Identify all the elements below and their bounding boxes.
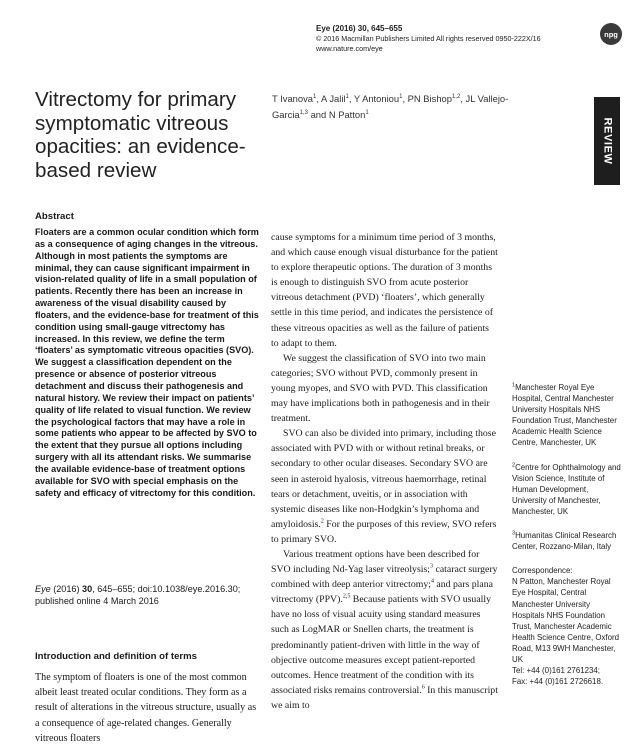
citation-volume: 30 <box>82 584 93 594</box>
body-paragraph: We suggest the classification of SVO into two main categories; SVO without PVD, commonly present in young myopes, and SVO with PVD. This classification may have implications both in pathogenesis and in their treatment. <box>271 352 490 425</box>
review-tab-label: REVIEW <box>601 117 613 165</box>
citation-doi: , 645–655; doi:10.1038/eye.2016.30; published online 4 March 2016 <box>35 584 241 606</box>
review-section-tab <box>594 97 620 185</box>
introduction-body: The symptom of floaters is one of the most common albeit least treated ocular conditions. They form as a result of alterations in the vitreous structure, usually as a consequence of age-related changes. Generally vitreous floaters <box>35 672 257 744</box>
correspondence-address: N Patton, Manchester Royal Eye Hospital, Central Manchester University Hospitals NHS Foundation Trust, Manchester Academic Health Science Centre, Oxford Road, M13 9WH Manchester, UK <box>512 577 620 664</box>
affiliation-item: $^1$Manchester Royal Eye Hospital, Central Manchester University Hospitals NHS Foundation Trust, Manchester Academic Health Science Centre, Manchester, UK <box>512 382 617 448</box>
journal-header <box>316 24 566 54</box>
body-paragraph: Various treatment options have been described for SVO including Nd-Yag laser vitreolysis;$^3$ cataract surgery combined with deep anterior vitrectomy;$^4$ and pars plana vitrectomy (PPV).$^{2,5}$ Because patients with SVO usually have no loss of visual acuity using standard measures such as LogMAR or Snellen charts, the treatment is predominantly patient-driven with little in the way of objective outcome measures except patient-reported outcomes. Hence treatment of the condition with its associated risks remains controversial.$^6$ In this manuscript we aim to <box>271 548 498 711</box>
affiliation-list <box>512 382 624 552</box>
abstract-body: Floaters are a common ocular condition which form as a consequence of aging changes in the vitreous. Although in most patients the symptoms are minimal, they can cause significant impairment in vision-related quality of life in a small population of patients. Recently there has been an increase in awareness of the visual disability caused by floaters, and the evidence-base for treatment of this condition using small-gauge vitrectomy has increased. In this review, we define the term ‘floaters’ as symptomatic vitreous opacities (SVO). We suggest a classification dependent on the presence or absence of posterior vitreous detachment and discuss their pathogenesis and natural history. We review their impact on patients’ quality of life related to visual function. We review the psychological factors that may have a role in some patients who appear to be affected by SVO to the extent that they pursue all options including surgery with all its attendant risks. We summarise the available evidence-base of treatment options available for SVO with special emphasis on the safety and efficacy of vitrectomy for this condition. <box>35 227 259 498</box>
body-column-2 <box>271 230 498 713</box>
article-title: Vitrectomy for primary symptomatic vitreous opacities: an evidence-based review <box>35 88 246 182</box>
body-paragraph: SVO can also be divided into primary, including those associated with PVD with or without retinal breaks, or secondary to other ocular diseases. Secondary SVO are seen in asteroid hyalosis, vitreous haemorrhage, retinal tears or detachment, uveitis, or in association with systemic diseases like non-Hodgkin’s lymphoma and amyloidosis.$^2$ For the purposes of this review, SVO refers to primary SVO. <box>271 428 497 545</box>
author-list: T Ivanova$^1$, A Jalil$^1$, Y Antoniou$^1$, PN Bishop$^{1,2}$, JL Vallejo-Garcia$^{1,3}$ and N Patton$^1$ <box>272 93 509 121</box>
correspondence-label: Correspondence: <box>512 566 573 576</box>
copyright-line: © 2016 Macmillan Publishers Limited All rights reserved 0950-222X/16 <box>316 34 541 43</box>
affiliations-sidebar <box>512 382 624 687</box>
citation-year: (2016) <box>50 584 83 594</box>
npg-logo: npg <box>600 23 622 45</box>
affiliation-item: $^3$Humanitas Clinical Research Center, Rozzano-Milan, Italy <box>512 530 617 552</box>
correspondence-fax: Fax: +44 (0)161 2726618. <box>512 677 604 687</box>
journal-citation-line: Eye (2016) 30, 645–655 <box>316 24 403 33</box>
correspondence-tel: Tel: +44 (0)161 2761234; <box>512 666 600 676</box>
abstract-heading: Abstract <box>35 211 74 222</box>
citation-journal: Eye <box>35 584 51 594</box>
affiliation-item: $^2$Centre for Ophthalmology and Vision Science, Institute of Human Development, University of Manchester, Manchester, UK <box>512 461 621 516</box>
body-paragraph: cause symptoms for a minimum time period of 3 months, and which cause enough visual disturbance for the patient to explore therapeutic options. The duration of 3 months is enough to distinguish SVO from acute posterior vitreous detachment (PVD) ‘floaters’, which generally settle in this time period, and indicates the persistence of these vitreous opacities as well as the failure of patients to adapt to them. <box>271 232 498 349</box>
citation-line <box>35 584 259 608</box>
introduction-heading: Introduction and definition of terms <box>35 651 198 662</box>
journal-url[interactable]: www.nature.com/eye <box>316 44 383 53</box>
